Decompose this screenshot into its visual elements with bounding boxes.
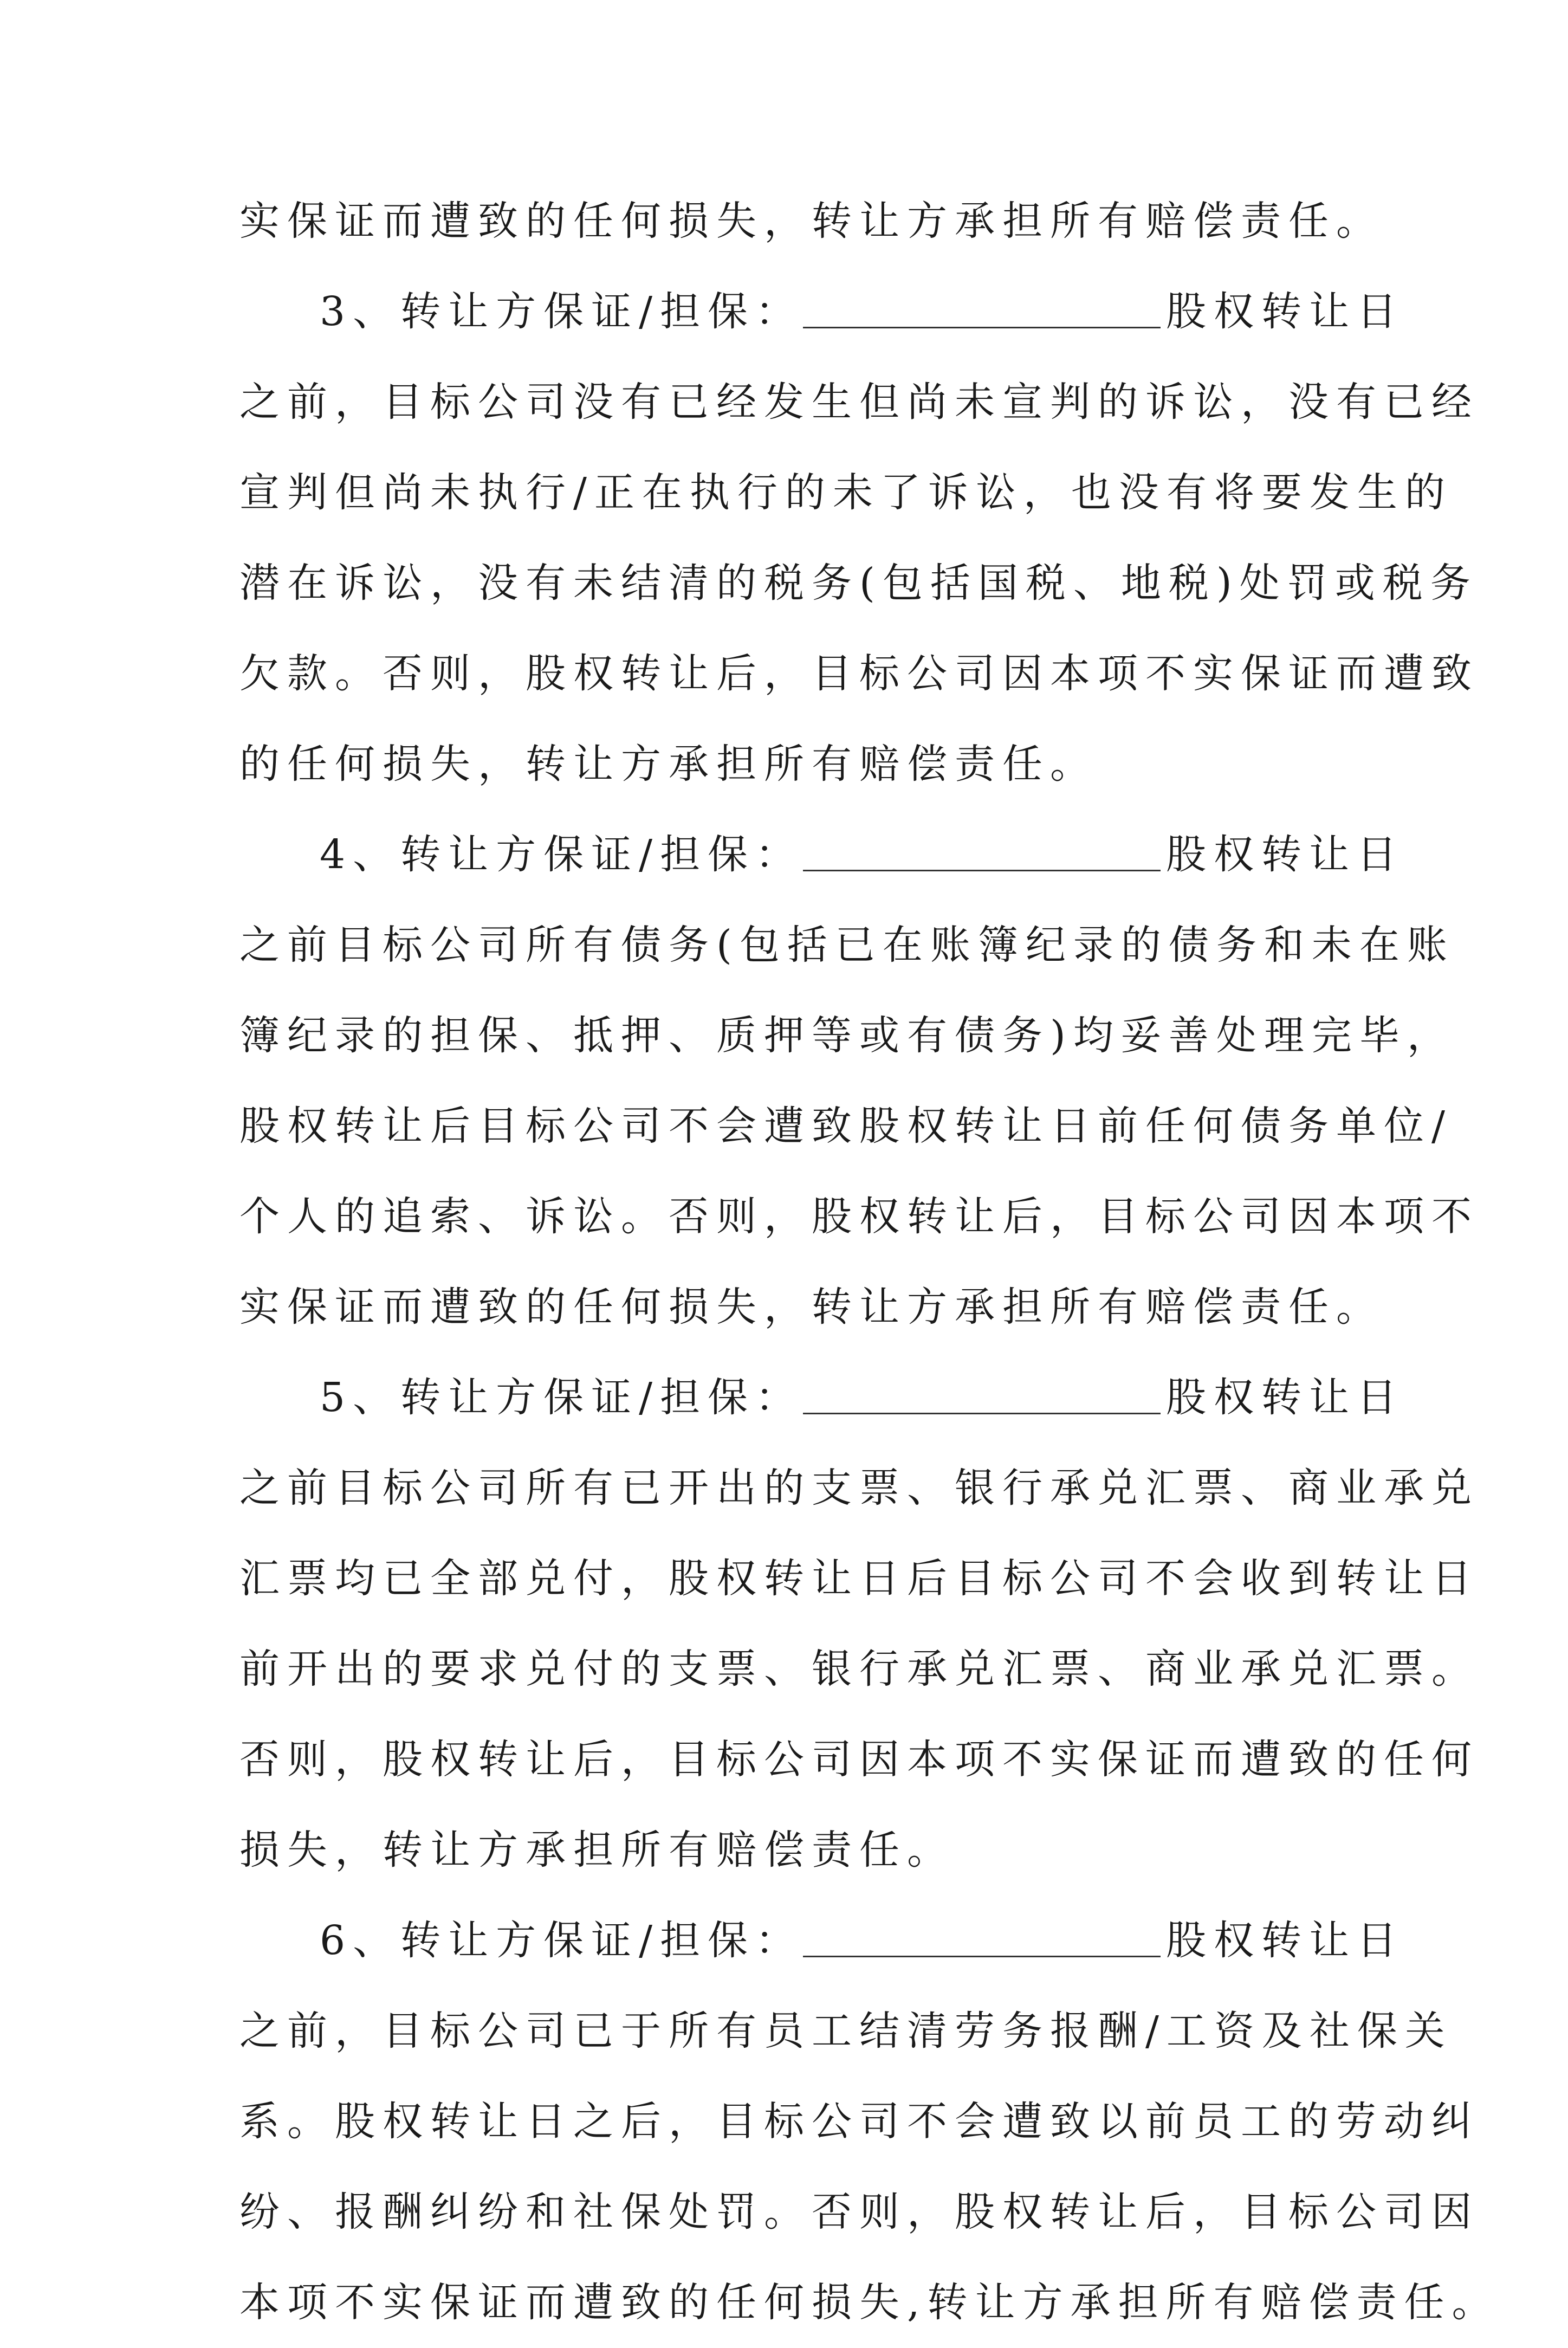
text-line: 前开出的要求兑付的支票、银行承兑汇票、商业承兑汇票。 xyxy=(239,1646,1479,1692)
text-line: 实保证而遭致的任何损失，转让方承担所有赔偿责任。 xyxy=(239,1284,1384,1330)
clause-3-heading xyxy=(239,267,1405,357)
clause-6-heading xyxy=(239,1896,1405,1986)
clause-4-label: 4、转让方保证/担保： xyxy=(320,831,804,878)
clause-6-label-tail: 股权转让日 xyxy=(1166,1917,1405,1964)
clause-5-blank-field[interactable] xyxy=(803,1373,1161,1414)
text-line: 损失，转让方承担所有赔偿责任。 xyxy=(239,1827,955,1873)
clause-5-heading xyxy=(239,1353,1405,1443)
clause-4-blank-field[interactable] xyxy=(803,830,1161,871)
text-line: 纷、报酬纠纷和社保处罚。否则，股权转让后，目标公司因 xyxy=(239,2189,1479,2235)
text-line: 之前，目标公司没有已经发生但尚未宣判的诉讼，没有已经 xyxy=(239,379,1479,425)
text-line: 本项不实保证而遭致的任何损失,转让方承担所有赔偿责任。 xyxy=(239,2279,1500,2326)
text-line: 股权转让后目标公司不会遭致股权转让日前任何债务单位/ xyxy=(239,1103,1453,1149)
text-line: 系。股权转让日之后，目标公司不会遭致以前员工的劳动纠 xyxy=(239,2098,1479,2145)
clause-6-blank-field[interactable] xyxy=(803,1916,1161,1957)
document-body xyxy=(239,176,1500,2348)
text-line: 汇票均已全部兑付，股权转让日后目标公司不会收到转让日 xyxy=(239,1555,1479,1602)
text-line: 簿纪录的担保、抵押、质押等或有债务)均妥善处理完毕， xyxy=(239,1012,1455,1059)
text-line: 之前目标公司所有已开出的支票、银行承兑汇票、商业承兑 xyxy=(239,1465,1479,1511)
text-line: 之前目标公司所有债务(包括已在账簿纪录的债务和未在账 xyxy=(239,922,1455,968)
clause-5-label: 5、转让方保证/担保： xyxy=(320,1374,804,1421)
text-line: 否则，股权转让后，目标公司因本项不实保证而遭致的任何 xyxy=(239,1736,1479,1783)
text-line: 实保证而遭致的任何损失，转让方承担所有赔偿责任。 xyxy=(239,198,1384,244)
text-line: 的任何损失，转让方承担所有赔偿责任。 xyxy=(239,741,1098,787)
clause-5-label-tail: 股权转让日 xyxy=(1166,1374,1405,1421)
clause-4-heading xyxy=(239,810,1405,900)
text-line: 欠款。否则，股权转让后，目标公司因本项不实保证而遭致 xyxy=(239,650,1479,697)
text-line: 之前，目标公司已于所有员工结清劳务报酬/工资及社保关 xyxy=(239,2008,1453,2054)
clause-4-label-tail: 股权转让日 xyxy=(1166,831,1405,878)
text-line: 潜在诉讼，没有未结清的税务(包括国税、地税)处罚或税务 xyxy=(239,560,1478,606)
text-line: 个人的追索、诉讼。否则，股权转让后，目标公司因本项不 xyxy=(239,1193,1479,1240)
clause-3-label-tail: 股权转让日 xyxy=(1166,288,1405,335)
clause-3-blank-field[interactable] xyxy=(803,287,1161,328)
clause-6-label: 6、转让方保证/担保： xyxy=(320,1917,804,1964)
clause-3-label: 3、转让方保证/担保： xyxy=(320,288,804,335)
text-line: 宣判但尚未执行/正在执行的未了诉讼，也没有将要发生的 xyxy=(239,469,1453,516)
